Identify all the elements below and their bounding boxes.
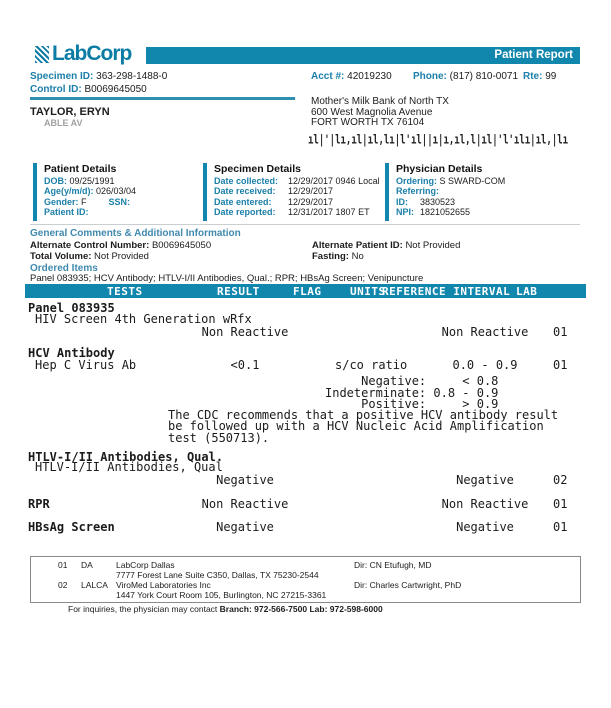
hcv-ref-indeterminate: Indeterminate: 0.8 - 0.9 [325, 386, 499, 400]
hbsag-lab: 01 [553, 520, 568, 534]
lab1-address: 7777 Forest Lane Suite C350, Dallas, TX 75230-2544 [116, 570, 319, 580]
gender-value: F [81, 196, 87, 207]
phone-value: (817) 810-0071 [449, 71, 519, 82]
patient-details-box [33, 163, 195, 221]
report-title: Patient Report [494, 49, 573, 61]
specimen-id-value: 363-298-1488-0 [96, 71, 168, 82]
date-reported-value: 12/31/2017 1807 ET [288, 206, 370, 217]
col-tests: TESTS [107, 285, 143, 298]
table-row [25, 419, 586, 431]
hcv-units: s/co ratio [335, 358, 408, 372]
specimen-id-label: Specimen ID: [30, 71, 94, 82]
hbsag-reference: Negative [456, 520, 514, 534]
hcv-ref-positive: Positive: > 0.9 [325, 397, 499, 411]
lab1-code: 01 [58, 560, 68, 570]
col-flag: FLAG [293, 285, 322, 298]
hcv-ref-negative: Negative: < 0.8 [325, 374, 499, 388]
rte-row [523, 71, 556, 82]
hcv-cdc-note-3: test (550713). [168, 431, 270, 445]
results-table-header [25, 284, 586, 298]
date-entered-value: 12/29/2017 [288, 196, 334, 207]
col-units: UNITS [350, 285, 386, 298]
hcv-cdc-note-1: The CDC recommends that a positive HCV antibody result [168, 408, 559, 422]
hiv-reference: Non Reactive [441, 325, 529, 339]
labcorp-flag-icon [35, 46, 49, 63]
control-id-label: Control ID: [30, 84, 82, 95]
physician-id-label: ID: [396, 196, 408, 207]
htlv-result: Negative [216, 473, 274, 487]
ssn-label: SSN: [108, 196, 131, 207]
table-row [25, 325, 586, 337]
npi-label: NPI: [396, 206, 414, 217]
lab2-id: LALCA [81, 580, 108, 590]
lab1-director: Dir: CN Etufugh, MD [354, 560, 432, 570]
ordering-label: Ordering: [396, 176, 438, 186]
date-reported-label: Date reported: [214, 206, 276, 217]
col-result: RESULT [217, 285, 260, 298]
acct-label: Acct #: [311, 71, 345, 82]
acct-value: 42019230 [347, 71, 392, 82]
inquiries-prefix: For inquiries, the physician may contact [68, 604, 220, 614]
section-divider [30, 224, 580, 225]
table-row [25, 312, 586, 324]
hiv-result: Non Reactive [201, 325, 289, 339]
recipient-line-1: Mother's Milk Bank of North TX [311, 96, 449, 107]
date-collected-value: 12/29/2017 0946 Local [288, 176, 380, 186]
patient-details-title: Patient Details [44, 163, 117, 175]
date-received-label: Date received: [214, 186, 276, 197]
htlv-group-name: HTLV-I/II Antibodies, Qual. [28, 450, 224, 464]
date-entered-label: Date entered: [214, 196, 272, 207]
rpr-test-name: RPR [28, 497, 50, 511]
date-collected-label: Date collected: [214, 176, 279, 186]
dob-label: DOB: [44, 176, 67, 186]
hcv-result: <0.1 [230, 358, 260, 372]
fasting-value: No [351, 251, 364, 262]
lab2-code: 02 [58, 580, 68, 590]
lab2-director: Dir: Charles Cartwright, PhD [354, 580, 462, 590]
lab2-name: ViroMed Laboratories Inc [116, 580, 211, 590]
hbsag-result: Negative [216, 520, 274, 534]
rte-label: Rte: [523, 71, 543, 82]
specimen-details-box [203, 163, 381, 221]
age-value: 026/03/04 [96, 186, 137, 197]
hiv-lab: 01 [553, 325, 568, 339]
hcv-test-name: Hep C Virus Ab [35, 358, 137, 372]
hcv-lab: 01 [553, 358, 568, 372]
col-lab: LAB [516, 285, 538, 298]
alt-patient-value: Not Provided [405, 240, 461, 251]
patient-name: TAYLOR, ERYN [30, 106, 110, 118]
inquiries-line [68, 604, 383, 614]
table-row [25, 431, 586, 443]
patient-id-label: Patient ID: [44, 206, 89, 217]
table-row [25, 520, 586, 532]
control-id-row [30, 84, 147, 95]
hiv-test-name: HIV Screen 4th Generation wRfx [35, 312, 252, 326]
phone-label: Phone: [413, 71, 447, 82]
hcv-group-name: HCV Antibody [28, 346, 115, 360]
table-row [25, 374, 586, 386]
date-received-value: 12/29/2017 [288, 186, 334, 197]
recipient-address [311, 97, 449, 129]
npi-value: 1821052655 [420, 206, 471, 217]
panel-name: Panel 083935 [28, 301, 115, 315]
physician-id-value: 3830523 [420, 196, 456, 207]
col-reference: REFERENCE INTERVAL [382, 285, 511, 298]
patient-address-clipped: ABLE AV [44, 118, 83, 128]
lab-phone: Lab: 972-598-6000 [309, 604, 383, 614]
comments-title: General Comments & Additional Information [30, 228, 241, 239]
rpr-lab: 01 [553, 497, 568, 511]
referring-label: Referring: [396, 186, 440, 197]
physician-details-box [385, 163, 560, 221]
lab1-name: LabCorp Dallas [116, 560, 175, 570]
lab1-id: DA [81, 560, 93, 570]
total-volume-label: Total Volume: [30, 251, 92, 262]
control-id-value: B0069645050 [84, 84, 147, 95]
total-volume-value: Not Provided [94, 251, 149, 262]
teal-divider [30, 97, 295, 100]
htlv-lab: 02 [553, 473, 568, 487]
table-row [25, 460, 586, 472]
htlv-test-name: HTLV-I/II Antibodies, Qual [35, 460, 223, 474]
rpr-reference: Non Reactive [441, 497, 529, 511]
acct-row [311, 71, 392, 82]
lab2-address: 1447 York Court Room 105, Burlington, NC 27215-3361 [116, 590, 327, 600]
branch-phone: Branch: 972-566-7500 [219, 604, 308, 614]
alt-patient-label: Alternate Patient ID: [312, 240, 403, 251]
gender-label: Gender: [44, 196, 79, 207]
hcv-reference: 0.0 - 0.9 [452, 358, 518, 372]
rte-value: 99 [545, 71, 557, 82]
hcv-cdc-note-2: be followed up with a HCV Nucleic Acid Amplification [168, 419, 544, 433]
dob-value: 09/25/1991 [69, 176, 115, 186]
recipient-line-2: 600 West Magnolia Avenue [311, 106, 433, 118]
alt-control-value: B0069645050 [151, 240, 212, 251]
specimen-id-row [30, 71, 167, 82]
mail-barcode: ıl|'|lı,ıl|ıl,lı|l'ıl||ı|ı,ıl,l|ıl|'l'ılı|ıl,|lı [308, 134, 569, 148]
ordered-items-title: Ordered Items [30, 263, 98, 274]
results-table-body [25, 299, 586, 549]
recipient-line-3: FORT WORTH TX 76104 [311, 117, 425, 128]
table-row [25, 473, 586, 485]
table-row [25, 358, 586, 370]
phone-row [413, 71, 518, 82]
performing-labs-box [30, 556, 581, 603]
ordered-items-list: Panel 083935; HCV Antibody; HTLV-I/II Antibodies, Qual.; RPR; HBsAg Screen; Venipuncture [30, 273, 424, 284]
physician-details-title: Physician Details [396, 163, 483, 175]
specimen-details-title: Specimen Details [214, 163, 301, 175]
fasting-label: Fasting: [312, 251, 349, 262]
header-bar [146, 47, 580, 64]
hbsag-test-name: HBsAg Screen [28, 520, 115, 534]
labcorp-logo: LabCorp [52, 42, 132, 65]
age-label: Age(y/m/d): [44, 186, 94, 197]
ordering-value: S SWARD-COM [439, 176, 506, 186]
alt-control-label: Alternate Control Number: [30, 240, 150, 251]
table-row [25, 497, 586, 509]
rpr-result: Non Reactive [201, 497, 289, 511]
htlv-reference: Negative [456, 473, 514, 487]
table-row [25, 346, 586, 358]
